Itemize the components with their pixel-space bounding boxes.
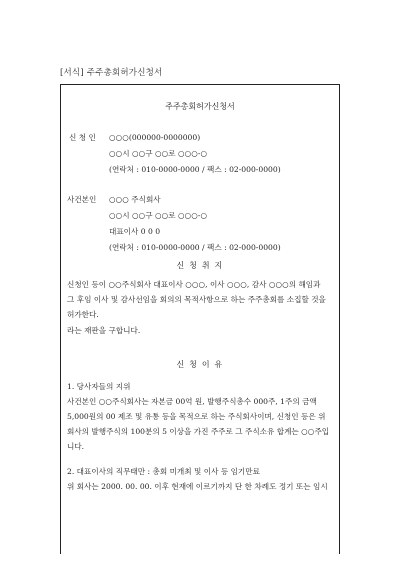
reason-line: 5,000원의 00 제조 및 유통 등을 목적으로 하는 주식회사이며, 신청인 등은 위: [67, 412, 326, 421]
form-caption: [서식] 주주총회허가신청서: [60, 68, 163, 78]
reason-line: 니다.: [67, 442, 85, 451]
applicant-contact: (연락처 : 010-0000-0000 / 팩스 : 02-000-0000): [109, 165, 281, 174]
reason-item-title: 2. 대표이사의 직무태만 : 총회 미개최 및 이사 등 임기만료: [67, 467, 260, 476]
respondent-label: 사건본인: [67, 195, 97, 204]
reason-line: 사건본인 ○○주식회사는 자본금 00억 원, 발행주식총수 000주, 1주의 금액: [67, 397, 317, 406]
respondent-contact: (연락처 : 010-0000-0000 / 팩스 : 02-000-0000): [109, 243, 281, 252]
applicant-address: ○○시 ○○구 ○○로 ○○○-○: [109, 149, 208, 158]
document-frame: [60, 84, 340, 554]
purpose-line: 허가한다.: [67, 310, 99, 319]
purpose-line: 라는 재판을 구합니다.: [67, 326, 141, 335]
purpose-heading: 신 청 취 지: [176, 261, 224, 270]
reason-line: 위 회사는 2000. 00. 00. 이후 현재에 이르기까지 단 한 차례도 정기 또는 임시: [67, 482, 328, 491]
respondent-name: ○○○ 주식회사: [109, 195, 161, 204]
purpose-line: 신청인 등이 ○○주식회사 대표이사 ○○○, 이사 ○○○, 감사 ○○○의 해임과: [67, 280, 321, 289]
applicant-label: 신 청 인: [69, 133, 96, 142]
reason-line: 회사의 발행주식의 100분의 5 이상을 가진 주주로 그 주식소유 합계는 ○○주입: [67, 427, 330, 436]
respondent-address: ○○시 ○○구 ○○로 ○○○-○: [109, 211, 208, 220]
purpose-line: 그 후임 이사 및 감사선임을 회의의 목적사항으로 하는 주주총회를 소집할 것을: [67, 295, 326, 304]
reasons-heading: 신 청 이 유: [176, 360, 224, 369]
reason-item-title: 1. 당사자들의 지위: [67, 382, 131, 391]
document-title: 주주총회허가신청서: [165, 102, 235, 111]
applicant-name: ○○○(000000-0000000): [109, 133, 201, 142]
respondent-representative: 대표이사 0 0 0: [109, 227, 161, 236]
